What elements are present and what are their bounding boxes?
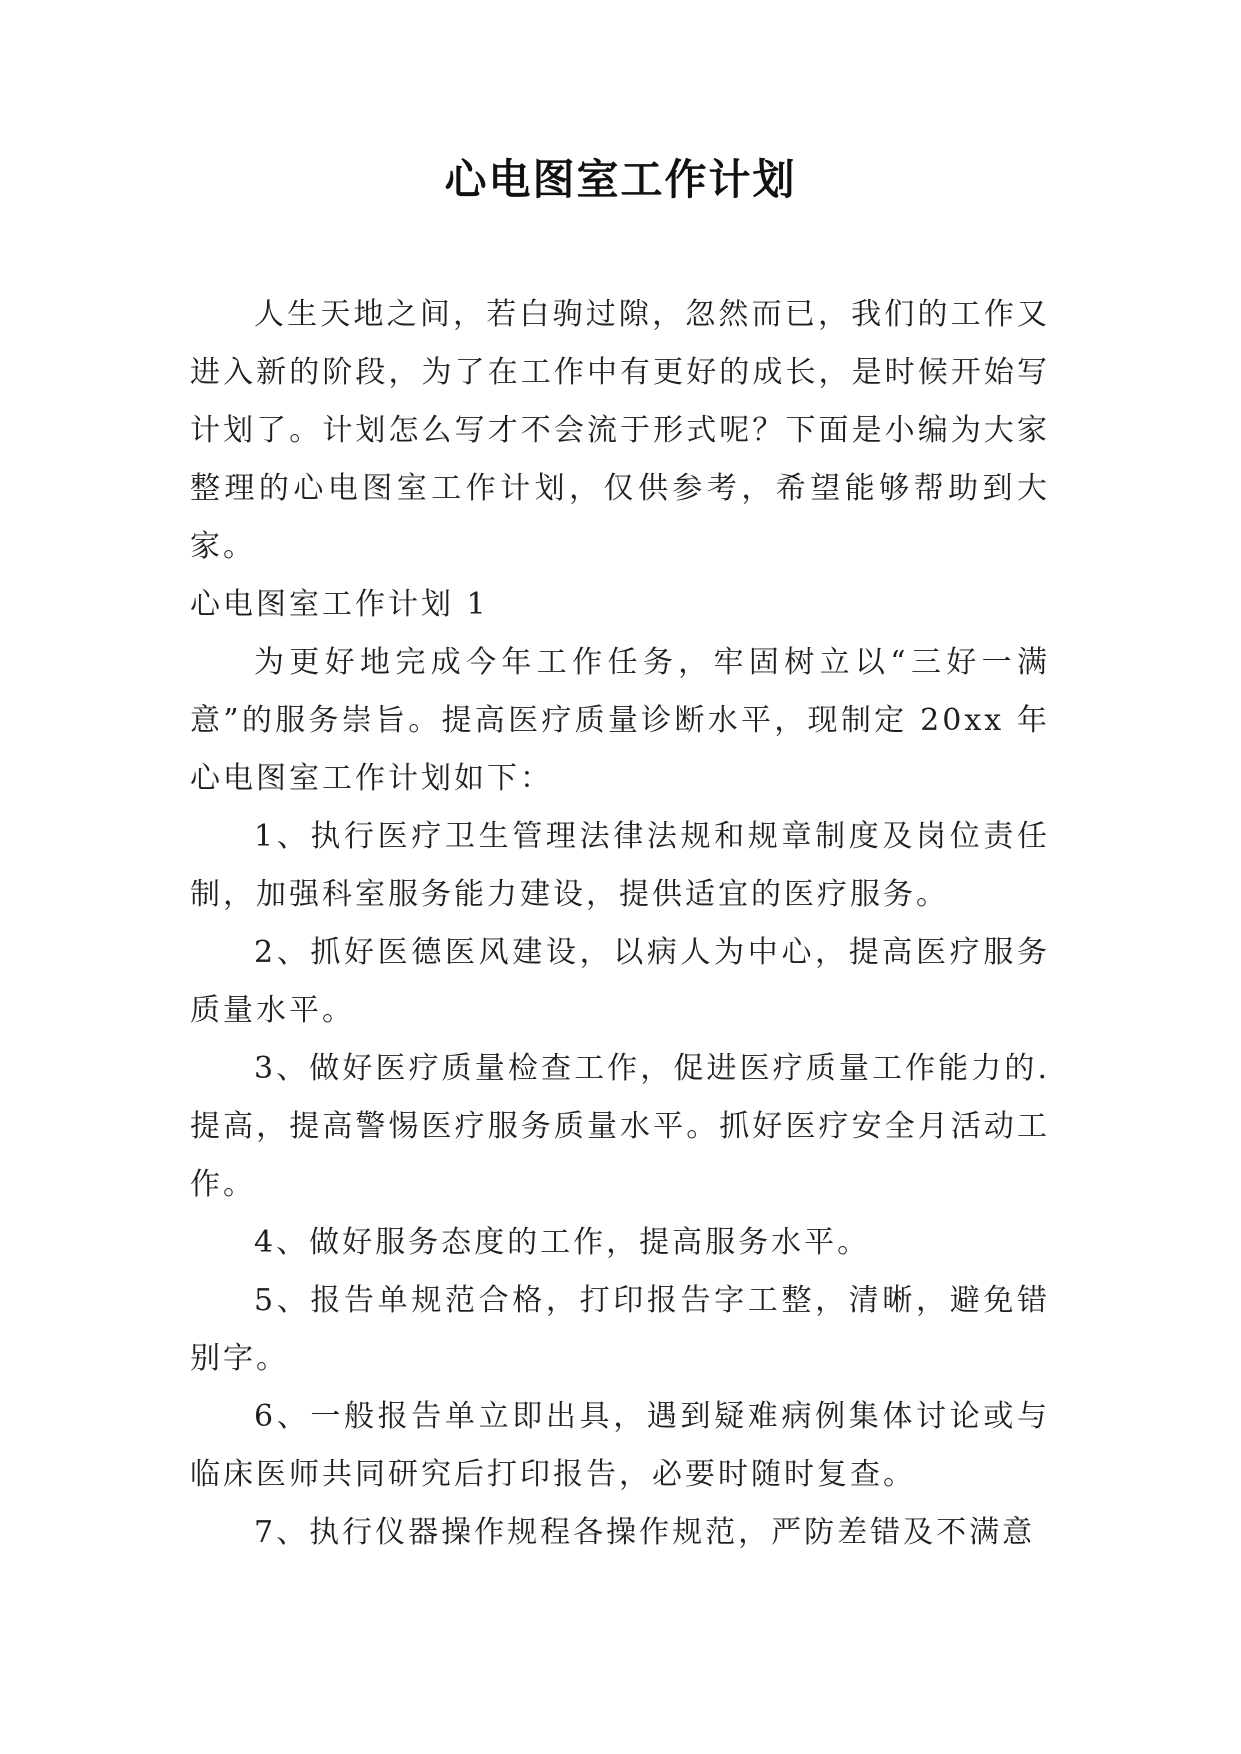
intro-text: 人生天地之间，若白驹过隙，忽然而已，我们的工作又进入新的阶段，为了在工作中有更好的成长，是时候开始写计划了。计划怎么写才不会流于形式呢？下面是小编为大家整理的心电图室工作计划，仅供参考，希望能够帮助到大家。: [190, 297, 1050, 564]
list-item-7: 7、执行仪器操作规程各操作规范，严防差错及不满意: [254, 1515, 1036, 1550]
list-item-3: 3、做好医疗质量检查工作，促进医疗质量工作能力的.提高，提高警惕医疗服务质量水平。抓好医疗安全月活动工作。: [190, 1051, 1050, 1202]
section-body: [190, 634, 1050, 1562]
list-item-6: 6、一般报告单立即出具，遇到疑难病例集体讨论或与临床医师共同研究后打印报告，必要时随时复查。: [190, 1399, 1050, 1492]
list-item-1: 1、执行医疗卫生管理法律法规和规章制度及岗位责任制，加强科室服务能力建设，提供适宜的医疗服务。: [190, 819, 1050, 912]
document-title: 心电图室工作计划: [444, 155, 797, 204]
section-heading: 心电图室工作计划 1: [190, 587, 489, 622]
list-item-4: 4、做好服务态度的工作，提高服务水平。: [254, 1225, 871, 1260]
intro-paragraph: [190, 286, 1050, 576]
paragraph-opening: 为更好地完成今年工作任务，牢固树立以“三好一满意”的服务崇旨。提高医疗质量诊断水平，现制定 20xx 年心电图室工作计划如下：: [190, 645, 1050, 796]
list-item-2: 2、抓好医德医风建设，以病人为中心，提高医疗服务质量水平。: [190, 935, 1050, 1028]
list-item-5: 5、报告单规范合格，打印报告字工整，清晰，避免错别字。: [190, 1283, 1050, 1376]
